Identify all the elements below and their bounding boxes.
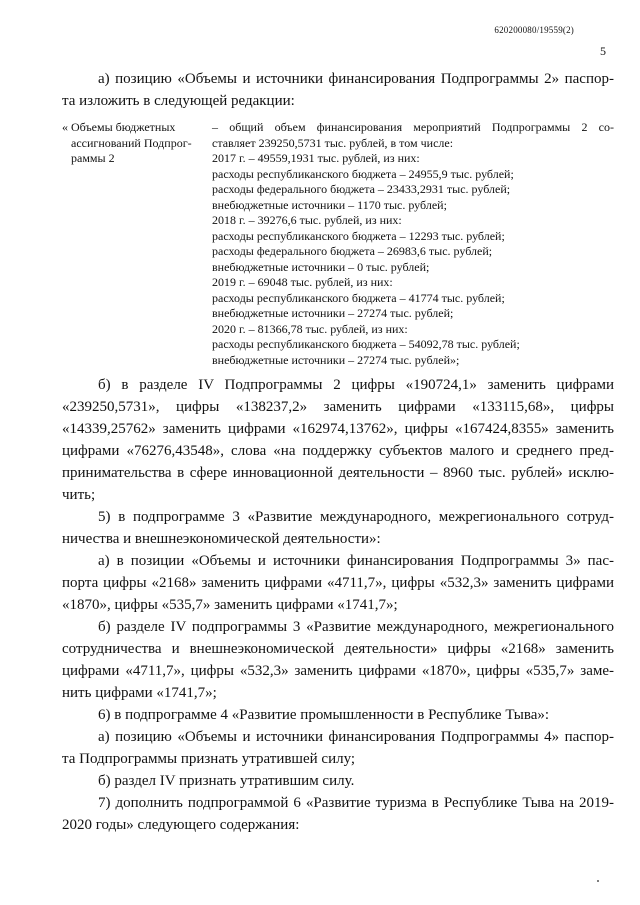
intro-line: та изложить в следующей редакции: [62,93,295,109]
paragraph-line: цифрами «4711,7», цифры «532,3» заменить цифрами «1870», цифры «535,7» заме- [62,663,614,679]
paragraph-line: а) в позиции «Объемы и источники финансирования Подпрограммы 3» пас- [98,553,614,569]
paragraph-line: принимательства в сфере инновационной деятельности – 8960 тыс. рублей» исклю- [62,465,614,481]
intro-line: а) позицию «Объемы и источники финансирования Подпрограммы 2» паспор- [98,71,614,87]
intro-paragraph [62,68,614,112]
paragraph-line: «14339,25762» заменить цифрами «162974,13762», цифры «167424,8355» заменить [62,421,614,437]
passport-value [212,120,614,368]
paragraph-line: 5) в подпрограмме 3 «Развитие международного, межрегионального сотруд- [98,509,614,525]
paragraph-line: 7) дополнить подпрограммой 6 «Развитие туризма в Республике Тыва на 2019- [98,795,614,811]
paragraph-line: порта цифры «2168» заменить цифрами «4711,7», цифры «532,3» заменить цифрами [62,575,614,591]
passport-value-line: расходы республиканского бюджета – 54092,78 тыс. рублей; [212,337,520,351]
document-body [62,68,614,836]
passport-value-line: 2018 г. – 39276,6 тыс. рублей, из них: [212,213,402,227]
passport-label [62,120,212,368]
paragraph-line: б) разделе IV подпрограммы 3 «Развитие международного, межрегионального [98,619,614,635]
paragraph-line: б) в разделе IV Подпрограммы 2 цифры «190724,1» заменить цифрами [98,377,614,393]
passport-value-line: расходы республиканского бюджета – 12293 тыс. рублей; [212,228,505,243]
paragraph-line: «239250,5731», цифры «138237,2» заменить цифрами «133115,68», цифры [62,399,614,415]
paragraph-subprogram-4-b [62,770,614,792]
paragraph-line: ничества и внешнеэкономической деятельности»: [62,531,381,547]
passport-value-line: расходы федерального бюджета – 26983,6 тыс. рублей; [212,244,493,258]
paragraph-section-iv-subprogram-2 [62,374,614,506]
paragraph-line: нить цифрами «1741,7»; [62,685,217,701]
passport-value-line: – общий объем финансирования мероприятий Подпрограммы 2 со- [212,120,614,134]
paragraph-subprogram-3-a [62,550,614,616]
passport-value-line: внебюджетные источники – 27274 тыс. рублей»; [212,352,460,367]
paragraph-line: сотрудничества и внешнеэкономической деятельности» цифры «2168» заменить [62,641,614,657]
passport-value-line: расходы республиканского бюджета – 24955,9 тыс. рублей; [212,166,514,181]
passport-value-line: внебюджетные источники – 1170 тыс. рублей; [212,197,447,212]
passport-table [62,120,614,368]
page-number: 5 [600,44,606,58]
passport-value-line: внебюджетные источники – 27274 тыс. рублей; [212,306,454,320]
paragraph-subprogram-4 [62,704,614,726]
paragraph-line: 6) в подпрограмме 4 «Развитие промышленности в Республике Тыва»: [98,707,550,723]
passport-value-line: расходы федерального бюджета – 23433,2931 тыс. рублей; [212,182,511,196]
paragraph-line: б) раздел IV признать утратившим силу. [98,773,355,789]
scan-speck [597,880,599,882]
passport-value-line: 2017 г. – 49559,1931 тыс. рублей, из них: [212,151,420,165]
paragraph-line: чить; [62,487,96,503]
paragraph-line: 2020 годы» следующего содержания: [62,817,300,833]
passport-label-line: ассигнований Подпрог- [71,135,192,150]
passport-label-line: раммы 2 [71,151,115,165]
paragraph-line: а) позицию «Объемы и источники финансирования Подпрограммы 4» паспор- [98,729,614,745]
passport-label-line: « Объемы бюджетных [62,120,176,134]
paragraph-subprogram-3 [62,506,614,550]
document-id: 620200080/19559(2) [494,25,574,35]
paragraph-line: «1870», цифры «535,7» заменить цифрами «1741,7»; [62,597,398,613]
passport-value-line: внебюджетные источники – 0 тыс. рублей; [212,259,430,274]
paragraph-line: та Подпрограммы признать утратившей силу; [62,751,356,767]
paragraph-add-subprogram-6 [62,792,614,836]
passport-value-line: 2019 г. – 69048 тыс. рублей, из них: [212,275,393,289]
paragraph-subprogram-4-a [62,726,614,770]
paragraph-subprogram-3-b [62,616,614,704]
paragraph-line: цифрами «76276,43548», слова «на поддержку субъектов малого и среднего пред- [62,443,614,459]
passport-value-line: 2020 г. – 81366,78 тыс. рублей, из них: [212,321,408,336]
passport-value-line: расходы республиканского бюджета – 41774 тыс. рублей; [212,290,505,305]
passport-value-line: ставляет 239250,5731 тыс. рублей, в том числе: [212,135,454,150]
